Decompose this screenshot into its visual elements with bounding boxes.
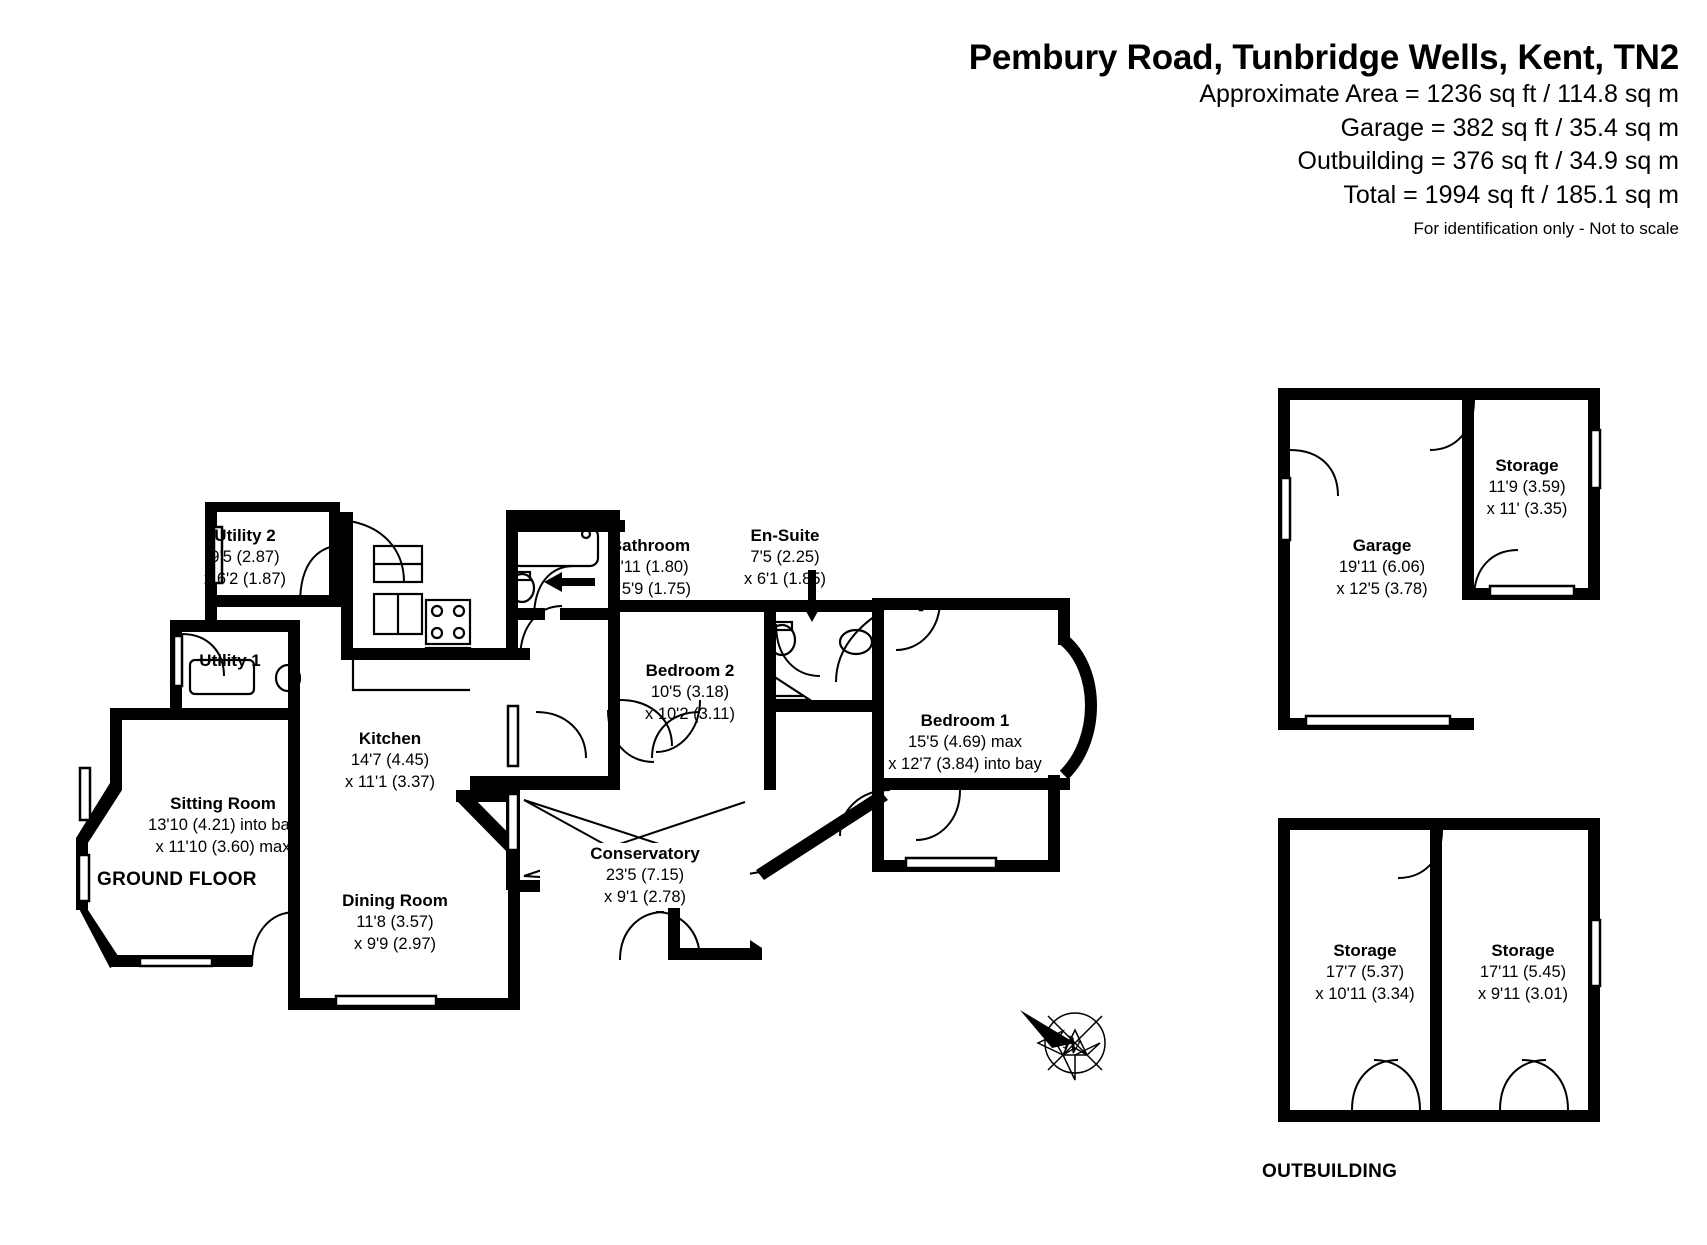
room-label-conservatory xyxy=(540,843,750,908)
room-dim-2: x 9'1 (2.78) xyxy=(603,887,687,906)
room-dim-1: 10'5 (3.18) xyxy=(650,683,730,702)
room-dim-2: x 10'2 (3.11) xyxy=(645,704,735,723)
room-label-en-suite xyxy=(705,525,865,590)
ensuite-fittings xyxy=(769,622,872,700)
ground-floor-caption: GROUND FLOOR xyxy=(97,869,257,890)
room-label-bedroom-2 xyxy=(600,660,780,725)
room-dim-2: x 6'2 (1.87) xyxy=(203,569,287,588)
room-dim-2: x 10'11 (3.34) xyxy=(1315,984,1415,1003)
room-dim-1: 14'7 (4.45) xyxy=(350,751,430,770)
room-dim-2: x 9'9 (2.97) xyxy=(353,934,437,953)
room-label-outbuilding-storage-left xyxy=(1280,940,1450,1005)
room-label-outbuilding-storage-right xyxy=(1438,940,1608,1005)
outbuilding-caption: OUTBUILDING xyxy=(1262,1161,1398,1182)
room-name: Utility 1 xyxy=(199,651,261,670)
room-dim-1: 5'11 (1.80) xyxy=(611,558,689,577)
room-dim-2: x 11'1 (3.37) xyxy=(345,772,435,791)
room-dim-2: x 11' (3.35) xyxy=(1486,499,1568,518)
room-dim-1: 9'5 (2.87) xyxy=(210,548,280,567)
approx-area-line: Approximate Area = 1236 sq ft / 114.8 sq m xyxy=(1199,80,1679,109)
room-dim-1: 11'8 (3.57) xyxy=(356,913,434,932)
room-label-sitting-room xyxy=(98,793,348,858)
room-name: Bedroom 2 xyxy=(645,661,735,680)
room-dim-1: 17'11 (5.45) xyxy=(1479,963,1567,982)
room-name: Conservatory xyxy=(590,844,700,863)
room-name: Storage xyxy=(1495,456,1559,475)
room-dim-1: 19'11 (6.06) xyxy=(1338,558,1426,577)
room-name: Dining Room xyxy=(342,891,448,910)
room-dim-1: 15'5 (4.69) max xyxy=(907,733,1023,752)
kitchen-fittings xyxy=(353,546,470,690)
compass-rose xyxy=(1020,1010,1105,1080)
outbuilding-area-line: Outbuilding = 376 sq ft / 34.9 sq m xyxy=(1297,147,1679,176)
room-dim-2: x 12'5 (3.78) xyxy=(1336,579,1428,598)
garage-area-line: Garage = 382 sq ft / 35.4 sq m xyxy=(1340,113,1679,142)
room-name: Storage xyxy=(1491,941,1555,960)
room-name: Sitting Room xyxy=(170,794,276,813)
page-title: Pembury Road, Tunbridge Wells, Kent, TN2 xyxy=(968,38,1679,77)
room-name: Kitchen xyxy=(358,729,422,748)
room-dim-2: x 12'7 (3.84) into bay xyxy=(888,754,1042,773)
room-label-kitchen xyxy=(300,728,480,793)
compass-north-letter: N xyxy=(1059,1030,1085,1060)
room-label-dining-room xyxy=(300,890,490,955)
room-dim-1: 7'5 (2.25) xyxy=(750,548,820,567)
room-dim-2: x 11'10 (3.60) max xyxy=(155,837,291,856)
room-dim-1: 11'9 (3.59) xyxy=(1488,478,1566,497)
room-name: Utility 2 xyxy=(214,526,276,545)
disclaimer-text: For identification only - Not to scale xyxy=(1413,219,1679,239)
room-name: Bedroom 1 xyxy=(920,711,1010,730)
room-label-utility-2 xyxy=(175,525,315,590)
room-dim-1: 13'10 (4.21) into bay xyxy=(148,816,298,835)
room-dim-2: x 9'11 (3.01) xyxy=(1478,984,1568,1003)
room-name: En-Suite xyxy=(750,526,820,545)
room-label-garage-storage xyxy=(1442,455,1612,520)
total-area-line: Total = 1994 sq ft / 185.1 sq m xyxy=(1343,180,1679,209)
room-name: Bathroom xyxy=(609,536,691,555)
room-dim-2: x 5'9 (1.75) xyxy=(608,579,692,598)
room-label-bedroom-1 xyxy=(855,710,1075,775)
room-dim-1: 23'5 (7.15) xyxy=(605,866,685,885)
room-label-garage xyxy=(1292,535,1472,600)
room-dim-2: x 6'1 (1.85) xyxy=(743,569,827,588)
room-name: Garage xyxy=(1352,536,1412,555)
room-label-utility-1 xyxy=(150,650,310,672)
room-dim-1: 17'7 (5.37) xyxy=(1325,963,1405,982)
room-name: Storage xyxy=(1333,941,1397,960)
